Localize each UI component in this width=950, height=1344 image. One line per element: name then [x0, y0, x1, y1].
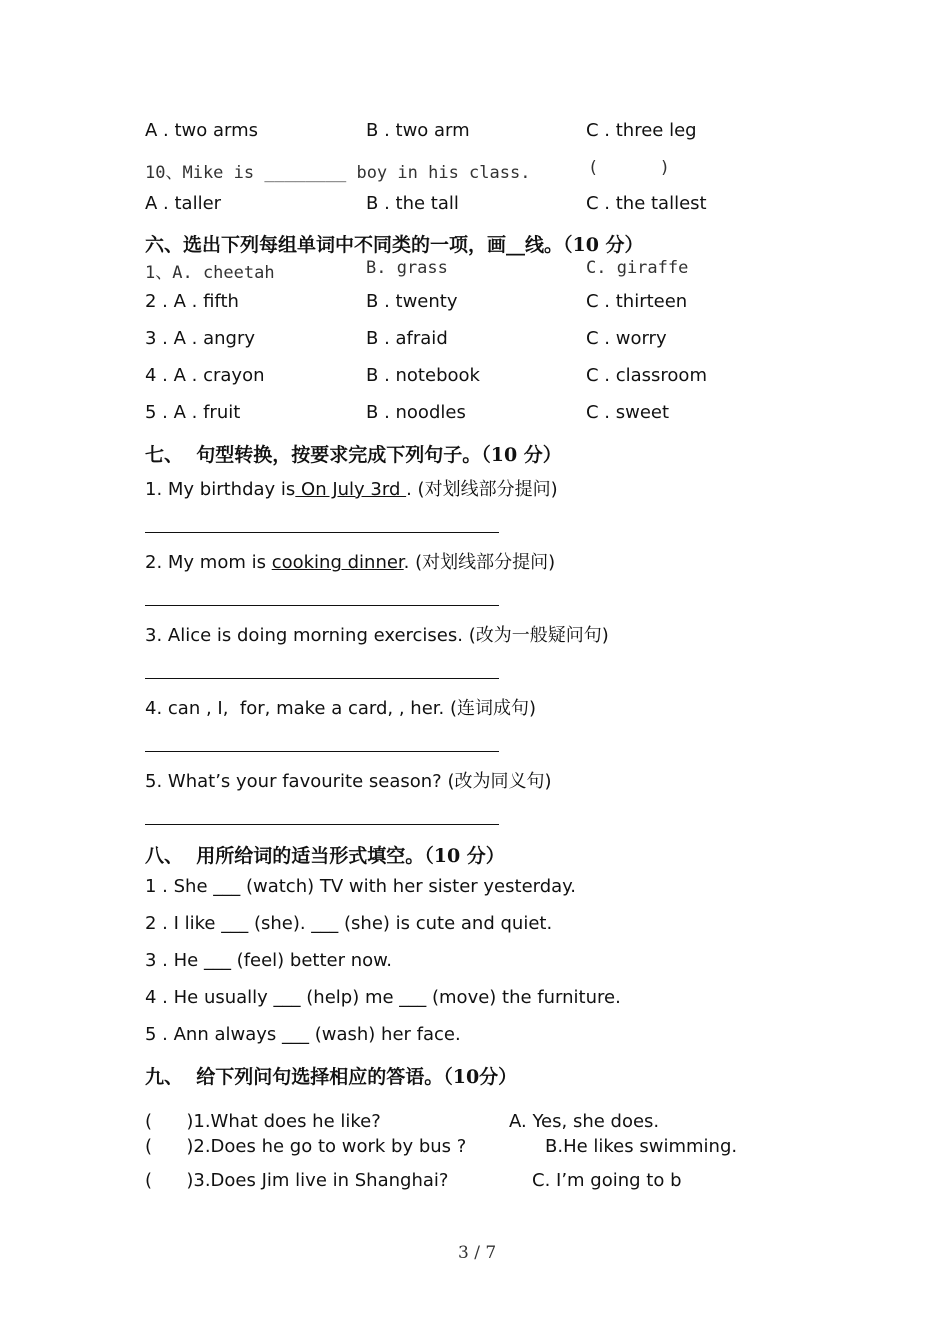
s8-item4: 4 . He usually ___ (help) me ___ (move) the furniture.: [145, 987, 621, 1008]
q10-answer-paren: ( ): [588, 158, 670, 178]
q10-option-b: B . the tall: [366, 193, 459, 214]
s7-answer-line-4[interactable]: [145, 751, 499, 752]
s9-question-3: ( )3.Does Jim live in Shanghai?: [145, 1170, 449, 1191]
s7-item2-instruction: . (对划线部分提问): [403, 552, 556, 573]
section9-heading: 九、 给下列问句选择相应的答语。（10分）: [145, 1066, 518, 1088]
s6-item3-c: C . worry: [586, 328, 667, 349]
section8-heading: 八、 用所给词的适当形式填空。（10 分）: [145, 845, 505, 867]
s6-item5-b: B . noodles: [366, 402, 466, 423]
s9-question-2: ( )2.Does he go to work by bus ?: [145, 1136, 467, 1157]
q10-option-c: C . the tallest: [586, 193, 707, 214]
s7-item5: 5. What’s your favourite season? (改为同义句): [145, 771, 552, 792]
s9-question-1: ( )1.What does he like?: [145, 1111, 381, 1132]
q9-option-a: A . two arms: [145, 120, 259, 141]
s6-item5-c: C . sweet: [586, 402, 670, 423]
s8-item3: 3 . He ___ (feel) better now.: [145, 950, 392, 971]
s6-item4-b: B . notebook: [366, 365, 480, 386]
s6-item2-c: C . thirteen: [586, 291, 688, 312]
page-number: 3 / 7: [458, 1243, 497, 1263]
s7-item3: 3. Alice is doing morning exercises. (改为一般疑问句): [145, 625, 609, 646]
s6-item1-b: B. grass: [366, 258, 448, 278]
q10-stem: 10、Mike is ________ boy in his class.: [145, 163, 531, 183]
s6-item1-a: 1、A. cheetah: [145, 263, 275, 283]
s7-answer-line-3[interactable]: [145, 678, 499, 679]
s9-answer-b: B.He likes swimming.: [545, 1136, 738, 1157]
s6-item3-a: 3 . A . angry: [145, 328, 256, 349]
s6-item3-b: B . afraid: [366, 328, 448, 349]
s8-item2: 2 . I like ___ (she). ___ (she) is cute and quiet.: [145, 913, 553, 934]
s6-item5-a: 5 . A . fruit: [145, 402, 241, 423]
s7-item2-text: 2. My mom is: [145, 552, 272, 573]
s7-item1-text: 1. My birthday is: [145, 479, 296, 500]
s7-answer-line-2[interactable]: [145, 605, 499, 606]
s8-item1: 1 . She ___ (watch) TV with her sister yesterday.: [145, 876, 576, 897]
s7-item2: [145, 548, 555, 574]
s7-item1-underlined: On July 3rd: [295, 479, 407, 500]
s6-item4-c: C . classroom: [586, 365, 707, 386]
s6-item2-b: B . twenty: [366, 291, 458, 312]
s6-item2-a: 2 . A . fifth: [145, 291, 239, 312]
s8-item5: 5 . Ann always ___ (wash) her face.: [145, 1024, 461, 1045]
section6-heading: 六、选出下列每组单词中不同类的一项，画__线。（10 分）: [145, 234, 644, 256]
section7-heading: 七、 句型转换，按要求完成下列句子。（10 分）: [145, 444, 562, 466]
s9-answer-a: A. Yes, she does.: [509, 1111, 660, 1132]
s6-item4-a: 4 . A . crayon: [145, 365, 265, 386]
s7-item1: [145, 475, 558, 501]
s7-answer-line-1[interactable]: [145, 532, 499, 533]
s6-item1-c: C. giraffe: [586, 258, 689, 278]
q9-option-b: B . two arm: [366, 120, 470, 141]
s7-item2-underlined: cooking dinner: [271, 552, 404, 573]
q10-option-a: A . taller: [145, 193, 222, 214]
s7-item1-instruction: . (对划线部分提问): [406, 479, 558, 500]
s7-answer-line-5[interactable]: [145, 824, 499, 825]
s7-item4: 4. can , I, for, make a card, , her. (连词成句): [145, 698, 536, 719]
s9-answer-c: C. I’m going to b: [532, 1170, 682, 1191]
q9-option-c: C . three leg: [586, 120, 697, 141]
